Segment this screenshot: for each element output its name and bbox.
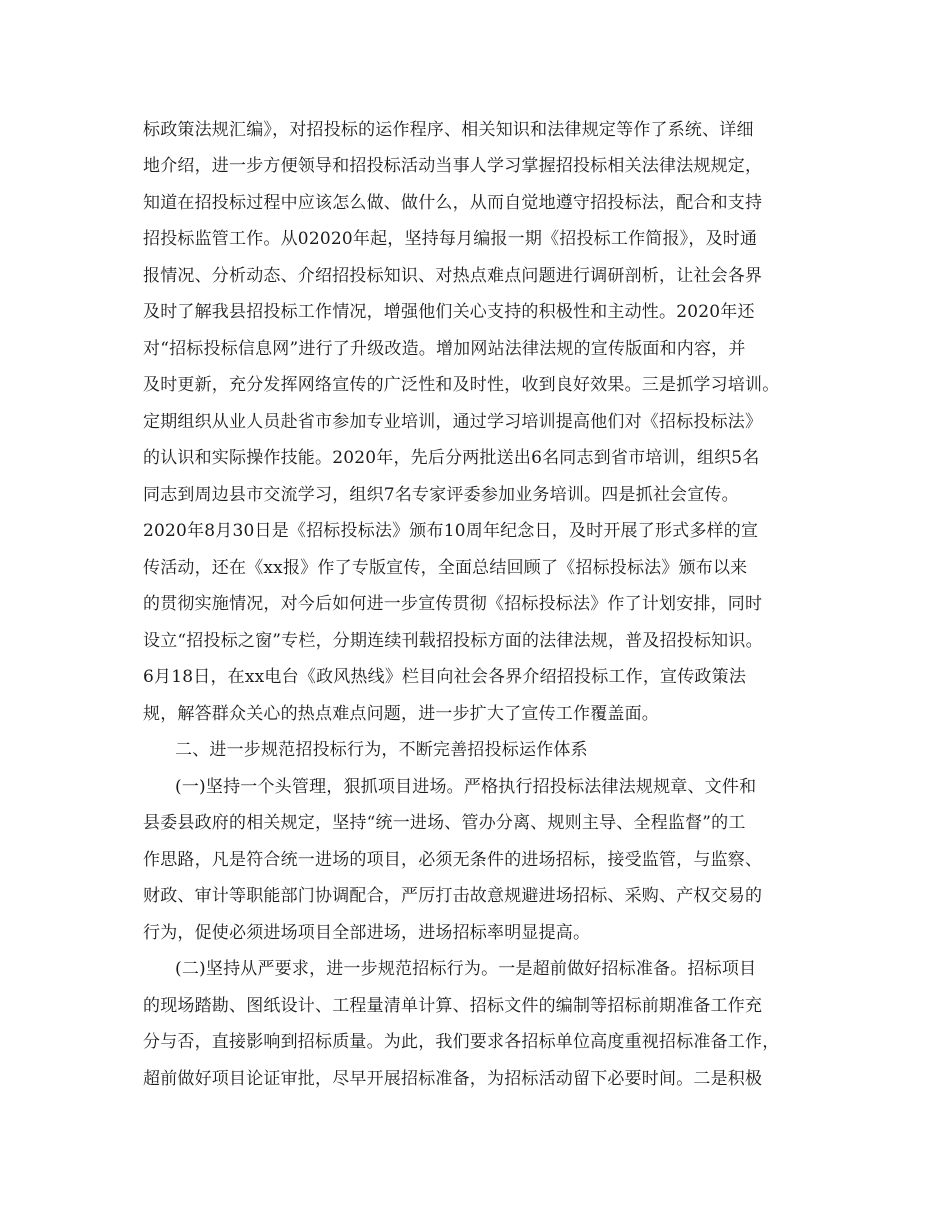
paragraph-line: 县委县政府的相关规定，坚持“统一进场、管办分离、规则主导、全程监督”的工 xyxy=(143,813,746,833)
paragraph-line: 行为，促使必须进场项目全部进场，进场招标率明显提高。 xyxy=(143,923,591,943)
paragraph-line: 设立“招投标之窗”专栏，分期连续刊载招投标方面的法律法规，普及招投标知识。 xyxy=(143,631,763,651)
paragraph-line: 的现场踏勘、图纸设计、工程量清单计算、招标文件的编制等招标前期准备工作充 xyxy=(143,996,763,1016)
paragraph-line: 作思路，凡是符合统一进场的项目，必须无条件的进场招标，接受监管，与监察、 xyxy=(143,850,763,870)
paragraph-line: (一)坚持一个头管理，狠抓项目进场。严格执行招投标法律法规规章、文件和 xyxy=(175,777,757,797)
paragraph-line: 定期组织从业人员赴省市参加专业培训，通过学习培训提高他们对《招标投标法》 xyxy=(143,412,763,432)
paragraph-line: 知道在招投标过程中应该怎么做、做什么，从而自觉地遵守招投标法，配合和支持 xyxy=(143,193,763,213)
paragraph-line: 的贯彻实施情况，对今后如何进一步宣传贯彻《招标投标法》作了计划安排，同时 xyxy=(143,594,763,614)
paragraph-line: 的认识和实际操作技能。2020年，先后分两批送出6名同志到省市培训，组织5名 xyxy=(143,448,760,468)
paragraph-line: 对“招标投标信息网”进行了升级改造。增加网站法律法规的宣传版面和内容，并 xyxy=(143,339,746,359)
paragraph-line: 地介绍，进一步方便领导和招投标活动当事人学习掌握招投标相关法律法规规定， xyxy=(143,156,763,176)
paragraph-line: 及时更新，充分发挥网络宣传的广泛性和及时性，收到良好效果。三是抓学习培训。 xyxy=(143,375,780,395)
paragraph-line: 报情况、分析动态、介绍招投标知识、对热点难点问题进行调研剖析，让社会各界 xyxy=(143,266,763,286)
paragraph-line: 同志到周边县市交流学习，组织7名专家评委参加业务培训。四是抓社会宣传。 xyxy=(143,485,739,505)
section-heading: 二、进一步规范招投标行为，不断完善招投标运作体系 xyxy=(175,740,588,760)
paragraph-line: 及时了解我县招投标工作情况，增强他们关心支持的积极性和主动性。2020年还 xyxy=(143,302,755,322)
paragraph-line: 规，解答群众关心的热点难点问题，进一步扩大了宣传工作覆盖面。 xyxy=(143,704,659,724)
paragraph-line: (二)坚持从严要求，进一步规范招标行为。一是超前做好招标准备。招标项目 xyxy=(175,959,757,979)
paragraph-line: 6月18日，在xx电台《政风热线》栏目向社会各界介绍招投标工作，宣传政策法 xyxy=(143,667,747,687)
paragraph-line: 超前做好项目论证审批，尽早开展招标准备，为招标活动留下必要时间。二是积极 xyxy=(143,1069,763,1089)
paragraph-line: 传活动，还在《xx报》作了专版宣传，全面总结回顾了《招标投标法》颁布以来 xyxy=(143,558,748,578)
paragraph-line: 分与否，直接影响到招标质量。为此，我们要求各招标单位高度重视招标准备工作， xyxy=(143,1032,780,1052)
paragraph-line: 标政策法规汇编》，对招投标的运作程序、相关知识和法律规定等作了系统、详细 xyxy=(143,120,754,140)
paragraph-line: 财政、审计等职能部门协调配合，严厉打击故意规避进场招标、采购、产权交易的 xyxy=(143,886,763,906)
paragraph-line: 招投标监管工作。从02020年起，坚持每月编报一期《招投标工作简报》，及时通 xyxy=(143,229,758,249)
paragraph-line: 2020年8月30日是《招标投标法》颁布10周年纪念日，及时开展了形式多样的宣 xyxy=(143,521,759,541)
